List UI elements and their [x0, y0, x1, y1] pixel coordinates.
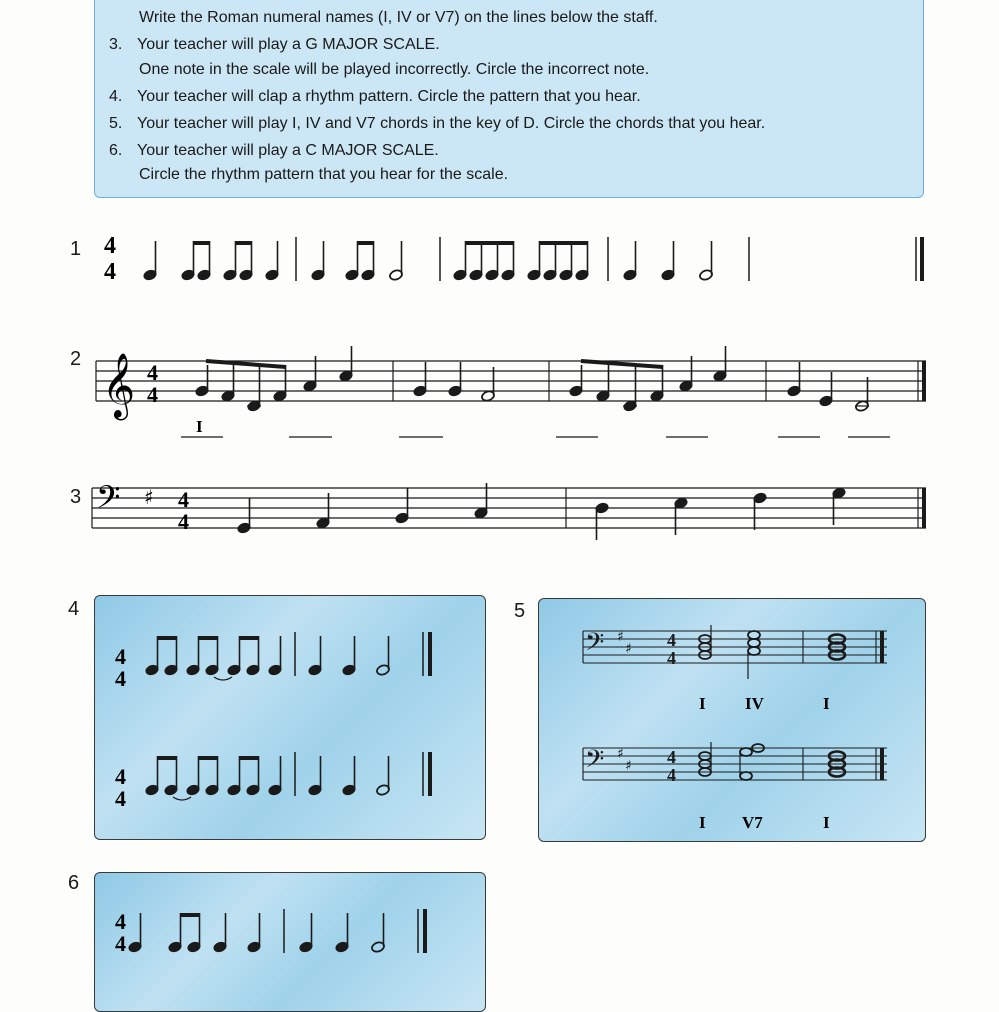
instruction-6-number: 6.: [109, 142, 123, 159]
instruction-5-number: 5.: [109, 115, 123, 132]
beam: [581, 361, 663, 367]
time-signature: 4: [667, 747, 676, 767]
bass-clef-icon: 𝄢: [585, 745, 605, 780]
exercise-3-staff[interactable]: [0, 470, 999, 560]
instruction-3-number: 3.: [109, 36, 123, 53]
chord-label: I: [823, 694, 830, 713]
time-signature-top: 4: [115, 909, 126, 934]
beam: [206, 361, 286, 367]
tie: [214, 677, 232, 680]
time-signature-bottom: 4: [178, 509, 189, 534]
exercise-5-chords-a[interactable]: [539, 607, 925, 717]
instruction-2-continued: Write the Roman numeral names (I, IV or V7) on the lines below the staff.: [139, 9, 658, 26]
note-head: [740, 748, 752, 756]
chord-label: I: [699, 813, 706, 832]
instruction-6-line1: Your teacher will play a C MAJOR SCALE.: [137, 142, 439, 159]
time-signature-bottom: 4: [115, 786, 126, 811]
sharp-icon: ♯: [625, 641, 632, 657]
chord-label: I: [699, 694, 706, 713]
instruction-box: [94, 0, 924, 198]
chord-label: V7: [742, 813, 763, 832]
instruction-4-line1: Your teacher will clap a rhythm pattern. Circle the pattern that you hear.: [137, 88, 641, 105]
tie: [173, 797, 191, 800]
note-head: [748, 647, 760, 655]
exercise-2-number: 2: [70, 348, 82, 370]
sharp-icon: ♯: [617, 629, 624, 645]
instruction-6-line2: Circle the rhythm pattern that you hear for the scale.: [139, 166, 509, 183]
time-signature-bottom: 4: [147, 382, 158, 407]
exercise-2-staff[interactable]: [0, 320, 999, 450]
answer-blank-1[interactable]: I: [196, 417, 203, 436]
sharp-icon: ♯: [617, 746, 624, 762]
time-signature: 4: [667, 765, 676, 785]
treble-clef-icon: 𝄞: [102, 353, 136, 418]
exercise-6-rhythm[interactable]: [95, 899, 485, 979]
time-signature: 4: [667, 648, 676, 668]
exercise-4-box: [94, 595, 486, 840]
time-signature-bottom: 4: [115, 666, 126, 691]
exercise-3-number: 3: [70, 486, 82, 508]
exercise-6-number: 6: [68, 872, 80, 894]
exercise-4-number: 4: [68, 598, 80, 620]
bass-clef-icon: 𝄢: [96, 479, 121, 523]
time-signature-top: 4: [178, 487, 189, 512]
time-signature-top: 4: [147, 360, 158, 385]
exercise-4-rhythm-b[interactable]: [95, 736, 485, 816]
sharp-icon: ♯: [625, 758, 632, 774]
instruction-3-line1: Your teacher will play a G MAJOR SCALE.: [137, 36, 440, 53]
instruction-4-number: 4.: [109, 88, 123, 105]
chord-label: IV: [745, 694, 764, 713]
chord-label: I: [823, 813, 830, 832]
exercise-5-box: [538, 598, 926, 842]
note-head: [740, 772, 752, 780]
time-signature-bottom: 4: [115, 931, 126, 956]
time-signature-top: 4: [115, 764, 126, 789]
note-head: [748, 631, 760, 639]
instruction-3-line2: One note in the scale will be played incorrectly. Circle the incorrect note.: [139, 61, 650, 78]
time-signature-bottom: 4: [104, 259, 116, 285]
exercise-1-rhythm[interactable]: [0, 225, 999, 305]
note-head: [748, 639, 760, 647]
time-signature-top: 4: [115, 644, 126, 669]
instruction-5-line1: Your teacher will play I, IV and V7 chords in the key of D. Circle the chords that you hear.: [137, 115, 766, 132]
time-signature-top: 4: [104, 233, 116, 259]
exercise-1-number: 1: [70, 238, 82, 260]
bass-clef-icon: 𝄢: [585, 628, 605, 663]
exercise-5-chords-b[interactable]: [539, 724, 925, 834]
sharp-icon: ♯: [144, 485, 154, 509]
exercise-6-box: [94, 872, 486, 1012]
exercise-4-rhythm-a[interactable]: [95, 616, 485, 696]
exercise-5-number: 5: [514, 600, 526, 622]
time-signature: 4: [667, 630, 676, 650]
